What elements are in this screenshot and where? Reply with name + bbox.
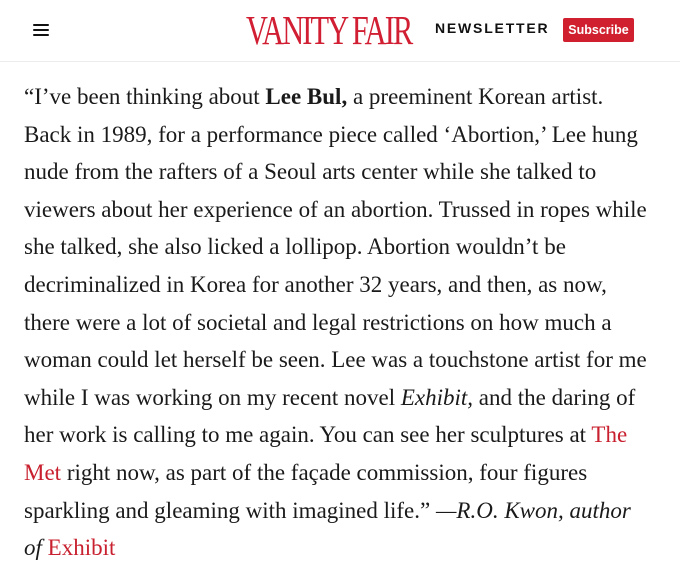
text-segment: sparkling and gleaming with imagined life.” [24, 497, 436, 523]
article-link[interactable]: The [591, 422, 628, 448]
text-segment: woman could let herself be seen. Lee was a touchstone artist for me [24, 347, 647, 373]
subscribe-button[interactable]: Subscribe [563, 18, 634, 42]
text-segment: viewers about her experience of an abortion. Trussed in ropes while [24, 196, 647, 222]
menu-icon-bar [33, 29, 49, 31]
text-line [24, 116, 674, 154]
text-line [24, 191, 674, 229]
text-segment: there were a lot of societal and legal restrictions on how much a [24, 309, 612, 335]
text-line [24, 379, 674, 417]
text-line [24, 529, 674, 567]
text-line [24, 78, 674, 116]
vanity-fair-logo[interactable]: VANITY FAIR [246, 7, 412, 53]
text-segment: “I’ve been thinking about [24, 84, 266, 109]
article-link[interactable]: Met [24, 459, 62, 485]
site-header [0, 0, 680, 62]
quote-paragraph [24, 78, 674, 567]
text-segment: she talked, she also licked a lollipop. Abortion wouldn’t be [24, 234, 566, 260]
hamburger-menu-icon[interactable] [30, 20, 54, 40]
text-line [24, 228, 674, 266]
text-segment: decriminalized in Korea for another 32 years, and then, as now, [24, 271, 607, 297]
text-line [24, 304, 674, 342]
text-line [24, 416, 674, 454]
menu-icon-bar [33, 24, 49, 26]
italic-text: —R.O. Kwon, author [435, 497, 631, 523]
text-segment: Back in 1989, for a performance piece called ‘Abortion,’ Lee hung [24, 121, 638, 147]
text-line [24, 266, 674, 304]
text-segment: and the daring of [473, 384, 636, 410]
newsletter-link[interactable]: NEWSLETTER [435, 20, 550, 36]
article-body [24, 78, 674, 567]
text-line [24, 492, 674, 530]
italic-text: of [24, 535, 42, 561]
text-line [24, 341, 674, 379]
bold-text: Lee Bul, [265, 84, 348, 109]
text-segment: a preeminent Korean artist. [347, 84, 604, 109]
text-segment: while I was working on my recent novel [24, 384, 401, 410]
text-segment: nude from the rafters of a Seoul arts center while she talked to [24, 159, 597, 185]
text-line [24, 454, 674, 492]
menu-icon-bar [33, 34, 49, 36]
text-line [24, 153, 674, 191]
italic-text: Exhibit, [400, 384, 474, 410]
text-segment: right now, as part of the façade commission, four figures [61, 459, 588, 485]
text-segment: her work is calling to me again. You can see her sculptures at [24, 422, 592, 448]
article-link[interactable]: Exhibit [47, 535, 116, 561]
